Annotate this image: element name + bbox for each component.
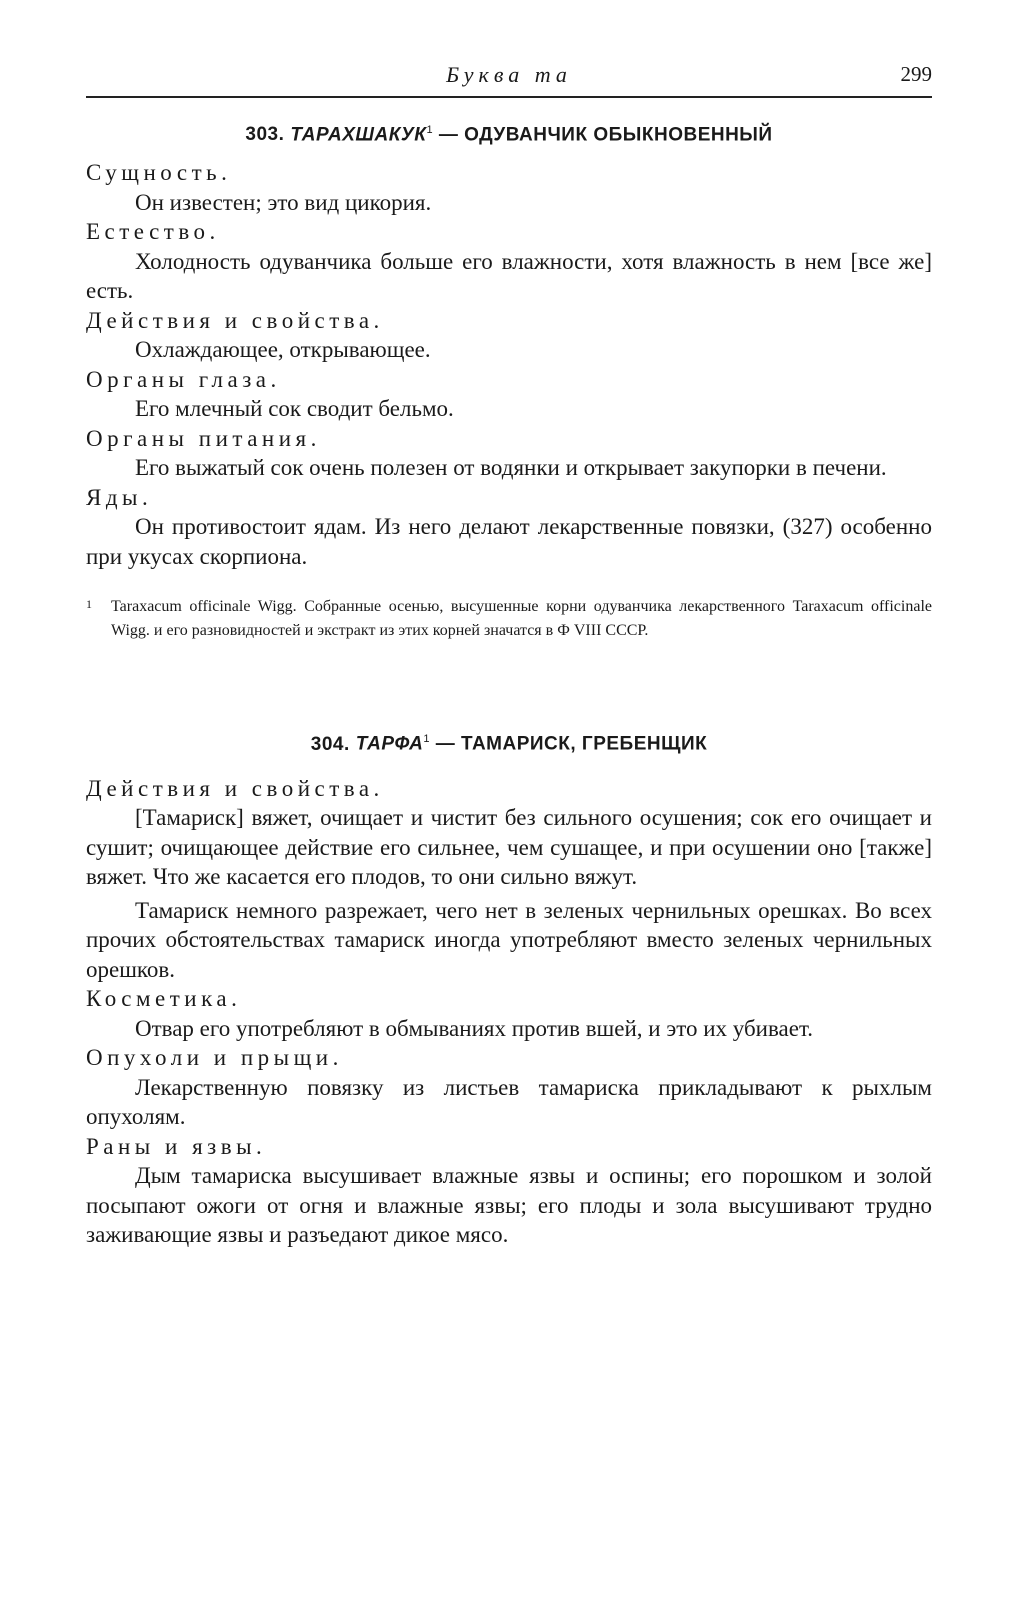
section-heading: Органы глаза. [86, 366, 281, 392]
section-paragraph: Он известен; это вид цикория. [135, 189, 432, 215]
entry-number: 304. [310, 733, 350, 755]
running-head [86, 56, 932, 98]
page-number: 299 [900, 62, 932, 86]
section-heading: Опухоли и прыщи. [86, 1045, 343, 1071]
footnote-mark: 1 [86, 597, 92, 612]
entry-term: ТАРФА [355, 733, 424, 755]
entry-term: ТАРАХШАКУК [290, 124, 427, 146]
entry-body-304 [86, 774, 932, 1250]
footnote-ref: 1 [426, 124, 434, 136]
section-paragraph: Дым тамариска высушивает влажные язвы и оспины; его порошком и золой посыпают ожоги от огня и влажные язвы; его плоды и зола высушивают трудно заживающие язвы и разъедают дикое мясо. [86, 1163, 932, 1248]
entry-title-304 [86, 733, 932, 755]
entry-title-303 [86, 124, 932, 146]
entry-body-303 [86, 158, 932, 571]
section-heading: Сущность. [86, 160, 232, 186]
section-paragraph: [Тамариск] вяжет, очищает и чистит без сильного осушения; сок его очищает и сушит; очищающее действие его сильнее, чем сушащее, и при осушении оно [также] вяжет. Что же касается его плодов, то они сильно вяжут. [86, 805, 932, 890]
running-title: Буква та [446, 62, 572, 87]
section-paragraph: Он противостоит ядам. Из него делают лекарственные повязки, (327) особенно при укусах скорпиона. [86, 514, 932, 569]
section-paragraph: Тамариск немного разрежает, чего нет в зеленых чернильных орешках. Во всех прочих обстоятельствах тамариск иногда употребляют вместо зеленых чернильных орешков. [86, 897, 932, 982]
section-heading: Косметика. [86, 986, 242, 1012]
section-paragraph: Отвар его употребляют в обмываниях против вшей, и это их убивает. [135, 1015, 814, 1041]
section-paragraph: Лекарственную повязку из листьев тамариска прикладывают к рыхлым опухолям. [86, 1074, 932, 1130]
section-heading: Раны и язвы. [86, 1133, 267, 1159]
section-paragraph: Холодность одуванчика больше его влажности, хотя влажность в нем [все же] есть. [86, 248, 932, 304]
section-heading: Действия и свойства. [86, 775, 384, 801]
footnote-ref: 1 [423, 733, 430, 746]
section-paragraph: Его млечный сок сводит бельмо. [135, 396, 454, 422]
footnotes [86, 595, 932, 643]
section-heading: Яды. [86, 484, 153, 510]
footnote-text: Taraxacum officinale Wigg. Собранные осенью, высушенные корни одуванчика лекарственного Taraxacum officinale Wigg. и его разновидностей и экстракт из этих корней значатся в Ф VIII СССР. [111, 598, 932, 640]
footnote [86, 595, 932, 643]
book-page [86, 56, 932, 1250]
section-paragraph: Охлаждающее, открывающее. [135, 337, 431, 363]
section-heading: Естество. [86, 219, 220, 245]
section-paragraph: Его выжатый сок очень полезен от водянки и открывает закупорки в печени. [135, 455, 887, 481]
section-heading: Органы питания. [86, 425, 321, 451]
entry-translation: — ТАМАРИСК, ГРЕБЕНЩИК [435, 733, 708, 755]
entry-translation: — ОДУВАНЧИК ОБЫКНОВЕННЫЙ [438, 124, 773, 146]
entry-number: 303. [245, 124, 285, 146]
section-heading: Действия и свойства. [86, 307, 384, 333]
